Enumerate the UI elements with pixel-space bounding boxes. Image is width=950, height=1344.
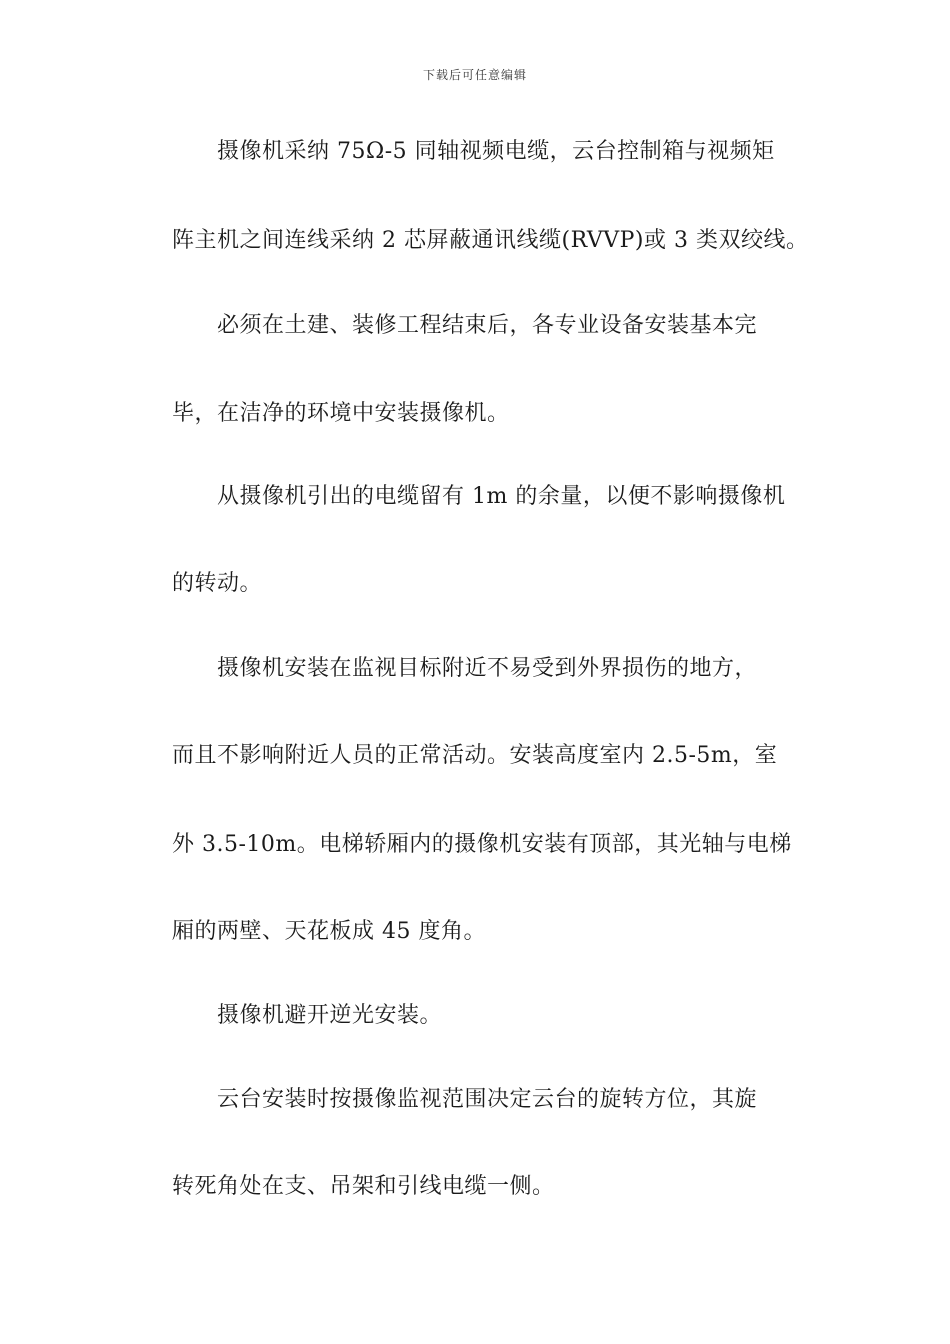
paragraph-line: 从摄像机引出的电缆留有 1m 的余量，以便不影响摄像机 xyxy=(217,484,786,509)
paragraph-line: 外 3.5-10m。电梯轿厢内的摄像机安装有顶部，其光轴与电梯 xyxy=(172,832,792,857)
paragraph-line: 厢的两壁、天花板成 45 度角。 xyxy=(172,919,486,944)
paragraph-line: 必须在土建、装修工程结束后，各专业设备安装基本完 xyxy=(217,313,758,338)
paragraph-line: 阵主机之间连线采纳 2 芯屏蔽通讯线缆(RVVP)或 3 类双绞线。 xyxy=(172,228,809,253)
paragraph-line: 的转动。 xyxy=(172,571,263,596)
paragraph-line: 而且不影响附近人员的正常活动。安装高度室内 2.5-5m，室 xyxy=(172,743,778,768)
paragraph-line: 云台安装时按摄像监视范围决定云台的旋转方位，其旋 xyxy=(217,1087,758,1112)
paragraph-line: 摄像机避开逆光安装。 xyxy=(217,1003,443,1028)
paragraph-line: 毕，在洁净的环境中安装摄像机。 xyxy=(172,401,510,426)
paragraph-line: 摄像机采纳 75Ω-5 同轴视频电缆，云台控制箱与视频矩 xyxy=(217,139,775,164)
page-header: 下载后可任意编辑 xyxy=(422,68,527,82)
paragraph-line: 转死角处在支、吊架和引线电缆一侧。 xyxy=(172,1174,555,1199)
paragraph-line: 摄像机安装在监视目标附近不易受到外界损伤的地方， xyxy=(217,656,758,681)
